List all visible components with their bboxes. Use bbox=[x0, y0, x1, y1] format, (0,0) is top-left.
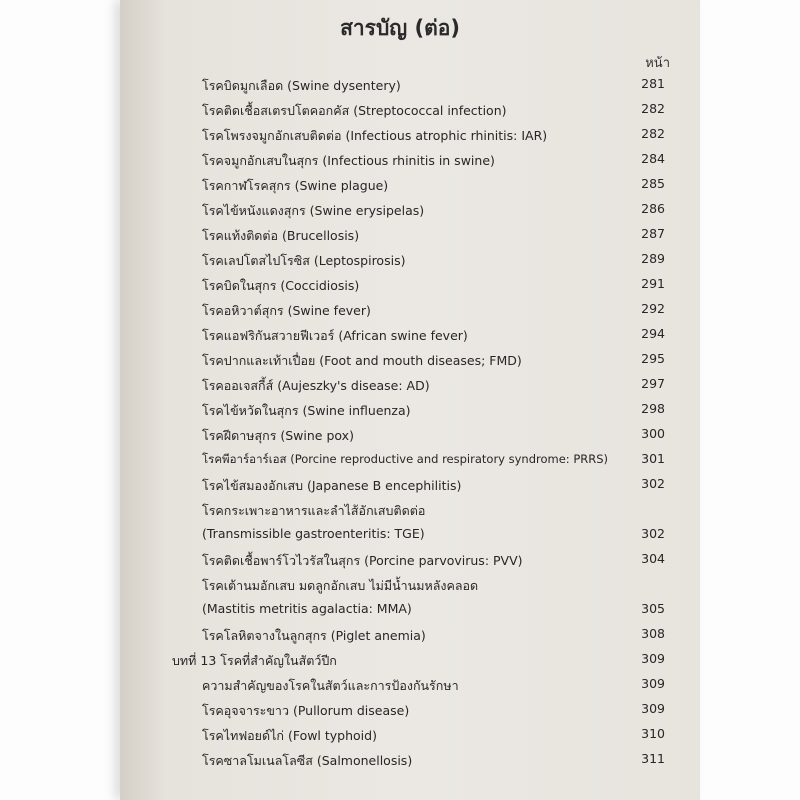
toc-entry bbox=[0, 276, 800, 298]
page-title: สารบัญ (ต่อ) bbox=[340, 16, 460, 40]
toc-entry-text: โรคบิดในสุกร (Coccidiosis) bbox=[202, 278, 360, 293]
page-column-label: หน้า bbox=[645, 56, 670, 71]
toc-entry-text: โรคออเจสกี้ส์ (Aujeszky's disease: AD) bbox=[202, 378, 430, 393]
toc-entry bbox=[0, 151, 800, 173]
toc-entry bbox=[0, 701, 800, 723]
toc-entry-text: โรคพีอาร์อาร์เอส (Porcine reproductive and respiratory syndrome: PRRS) bbox=[202, 452, 609, 466]
toc-entry bbox=[0, 501, 800, 523]
toc-entry-page: 297 bbox=[641, 376, 665, 391]
toc-entry-text: (Transmissible gastroenteritis: TGE) bbox=[202, 526, 425, 541]
toc-entry-text: โรคไทฟอยด์ไก่ (Fowl typhoid) bbox=[202, 728, 377, 743]
toc-entry bbox=[0, 601, 800, 623]
toc-entry bbox=[0, 326, 800, 348]
toc-entry-text: ความสำคัญของโรคในสัตว์และการป้องกันรักษา bbox=[202, 678, 459, 693]
toc-entry bbox=[0, 426, 800, 448]
toc-entry-page: 281 bbox=[641, 76, 665, 91]
toc-entry-page: 284 bbox=[641, 151, 665, 166]
toc-entry bbox=[0, 251, 800, 273]
toc-entry-page: 301 bbox=[641, 451, 665, 466]
toc-entry-text: โรคติดเชื้อพาร์โวไวรัสในสุกร (Porcine parvovirus: PVV) bbox=[202, 553, 523, 568]
toc-entry-text: โรคจมูกอักเสบในสุกร (Infectious rhinitis in swine) bbox=[202, 153, 495, 168]
toc-entry bbox=[0, 526, 800, 548]
toc-entry-text: โรคโพรงจมูกอักเสบติดต่อ (Infectious atrophic rhinitis: IAR) bbox=[202, 128, 548, 143]
toc-entry-page: 294 bbox=[641, 326, 665, 341]
toc-entry bbox=[0, 626, 800, 648]
toc-entry-text: โรคติดเชื้อสเตรปโตคอกคัส (Streptococcal infection) bbox=[202, 103, 507, 118]
toc-entry-page: 295 bbox=[641, 351, 665, 366]
toc-entry-text: โรคปากและเท้าเปื่อย (Foot and mouth diseases; FMD) bbox=[202, 353, 522, 368]
toc-entry-text: โรคแท้งติดต่อ (Brucellosis) bbox=[202, 228, 360, 243]
toc-entry-text: โรคโลหิตจางในลูกสุกร (Piglet anemia) bbox=[202, 628, 426, 643]
toc-entry bbox=[0, 226, 800, 248]
toc-entry-text: บทที่ 13 โรคที่สำคัญในสัตว์ปีก bbox=[172, 653, 337, 668]
toc-entry-page: 305 bbox=[641, 601, 665, 616]
toc-entry-page: 309 bbox=[641, 701, 665, 716]
toc-entry-page: 311 bbox=[641, 751, 665, 766]
toc-entry-page: 308 bbox=[641, 626, 665, 641]
toc-entry-page: 289 bbox=[641, 251, 665, 266]
toc-entry-page: 309 bbox=[641, 676, 665, 691]
toc-entry-page: 300 bbox=[641, 426, 665, 441]
toc-entry bbox=[0, 176, 800, 198]
toc-entry-page: 286 bbox=[641, 201, 665, 216]
toc-entry bbox=[0, 101, 800, 123]
toc-entry-text: โรคอุจจาระขาว (Pullorum disease) bbox=[202, 703, 410, 718]
toc-entry bbox=[0, 351, 800, 373]
toc-entry bbox=[0, 126, 800, 148]
toc-entry-page: 310 bbox=[641, 726, 665, 741]
toc-chapter-heading bbox=[0, 651, 800, 673]
toc-entry-page: 304 bbox=[641, 551, 665, 566]
toc-entry bbox=[0, 476, 800, 498]
toc-entry-text: โรคไข้หวัดในสุกร (Swine influenza) bbox=[202, 403, 411, 418]
toc-entry bbox=[0, 401, 800, 423]
toc-entry-page: 298 bbox=[641, 401, 665, 416]
toc-entry-text: โรคกาฬโรคสุกร (Swine plague) bbox=[202, 178, 389, 193]
toc-entry-text: โรคไข้สมองอักเสบ (Japanese B encephilitis) bbox=[202, 478, 462, 493]
toc-entry-page: 302 bbox=[641, 526, 665, 541]
toc-entry bbox=[0, 376, 800, 398]
toc-entry bbox=[0, 751, 800, 773]
toc-entry-text: โรคแอฟริกันสวายฟีเวอร์ (African swine fever) bbox=[202, 328, 468, 343]
toc-entry-text: โรคบิดมูกเลือด (Swine dysentery) bbox=[202, 78, 401, 93]
toc-entry-page: 292 bbox=[641, 301, 665, 316]
toc-entry bbox=[0, 551, 800, 573]
toc-entry-text: โรคเต้านมอักเสบ มดลูกอักเสบ ไม่มีน้ำนมหลังคลอด bbox=[202, 578, 479, 593]
toc-entry-page: 287 bbox=[641, 226, 665, 241]
toc-entry bbox=[0, 451, 800, 473]
toc-entry-text: โรคอหิวาต์สุกร (Swine fever) bbox=[202, 303, 371, 318]
toc-entry-page: 302 bbox=[641, 476, 665, 491]
toc-entry-page: 282 bbox=[641, 101, 665, 116]
toc-entry bbox=[0, 76, 800, 98]
toc-entry-text: โรคเลปโตสไปโรซิส (Leptospirosis) bbox=[202, 253, 406, 268]
toc-entry-page: 309 bbox=[641, 651, 665, 666]
toc-entry bbox=[0, 301, 800, 323]
toc-entry-page: 291 bbox=[641, 276, 665, 291]
toc-entry bbox=[0, 676, 800, 698]
toc-entry-text: โรคฝีดาษสุกร (Swine pox) bbox=[202, 428, 354, 443]
toc-entry-text: โรคซาลโมเนลโลซีส (Salmonellosis) bbox=[202, 753, 413, 768]
toc-entry-page: 285 bbox=[641, 176, 665, 191]
toc-entry bbox=[0, 201, 800, 223]
toc-entry-text: (Mastitis metritis agalactia: MMA) bbox=[202, 601, 412, 616]
toc-entry bbox=[0, 576, 800, 598]
toc-entry-text: โรคกระเพาะอาหารและลำไส้อักเสบติดต่อ bbox=[202, 503, 426, 518]
toc-entry-page: 282 bbox=[641, 126, 665, 141]
toc-entry bbox=[0, 726, 800, 748]
toc-entry-text: โรคไข้หนังแดงสุกร (Swine erysipelas) bbox=[202, 203, 425, 218]
